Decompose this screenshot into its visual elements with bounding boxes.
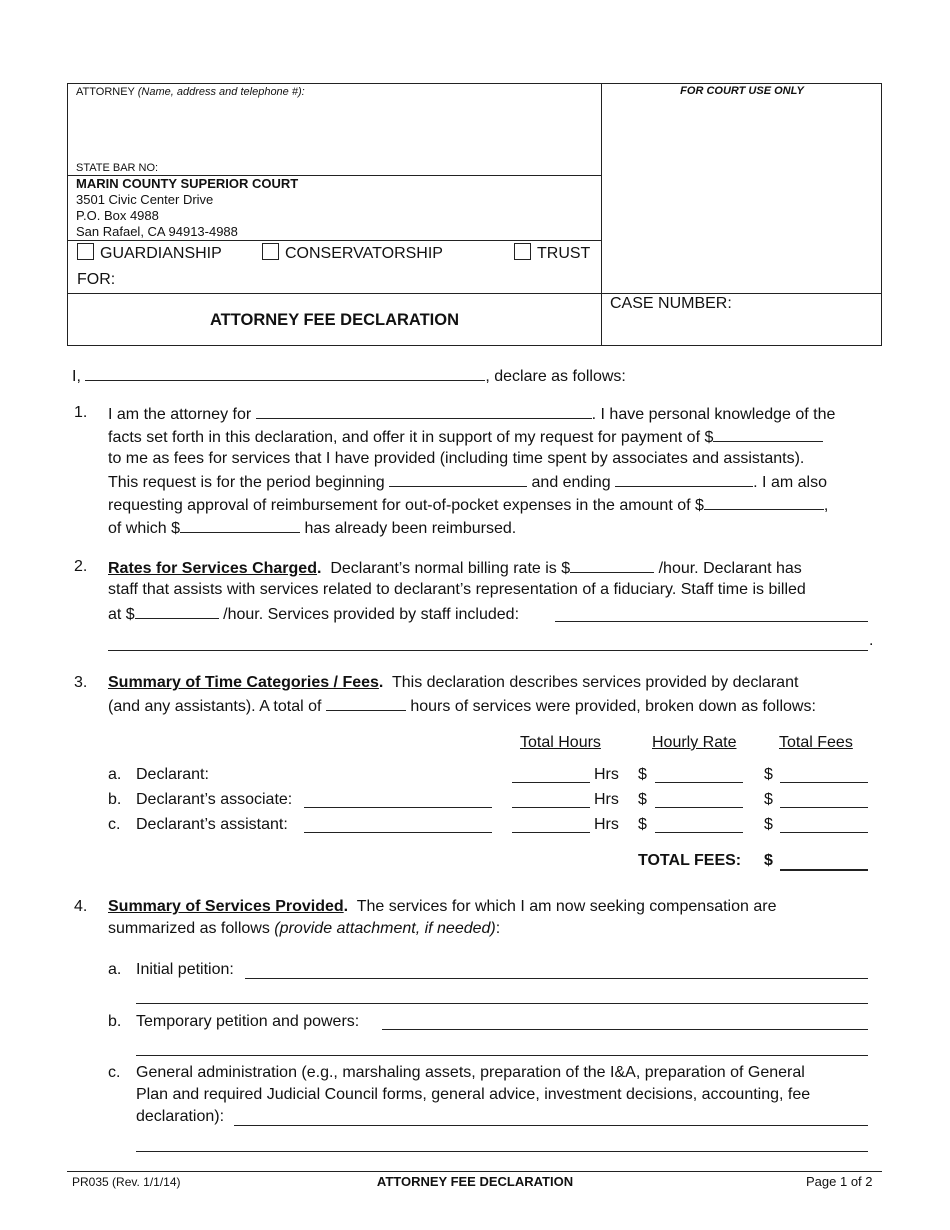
footer-rule xyxy=(67,1171,882,1172)
col-total-hours: Total Hours xyxy=(520,734,601,751)
services-heading: Summary of Services Provided xyxy=(108,898,344,915)
case-number-label: CASE NUMBER: xyxy=(610,295,732,312)
court-address-2: P.O. Box 4988 xyxy=(76,208,159,223)
associate-name-field[interactable] xyxy=(304,807,492,808)
reimbursed-amount-field[interactable] xyxy=(180,518,300,533)
client-name-field[interactable] xyxy=(256,404,592,419)
checkbox-icon[interactable] xyxy=(262,243,279,260)
court-name: MARIN COUNTY SUPERIOR COURT xyxy=(76,176,299,191)
total-fees-field[interactable] xyxy=(780,869,868,871)
row-assistant: Declarant’s assistant: xyxy=(136,816,288,833)
court-use-label: FOR COURT USE ONLY xyxy=(680,85,804,97)
footer-form-id: PR035 (Rev. 1/1/14) xyxy=(72,1175,181,1189)
fee-amount-field[interactable] xyxy=(713,427,823,442)
declarant-fees-field[interactable] xyxy=(780,782,868,783)
assistant-hours-field[interactable] xyxy=(512,832,590,833)
state-bar-label: STATE BAR NO: xyxy=(76,162,159,174)
item1-number: 1. xyxy=(74,404,88,421)
footer-page: Page 1 of 2 xyxy=(806,1174,873,1189)
temporary-petition-field[interactable] xyxy=(382,1029,868,1030)
court-address-1: 3501 Civic Center Drive xyxy=(76,192,214,207)
guardianship-checkbox[interactable]: GUARDIANSHIP xyxy=(77,243,222,263)
staff-rate-field[interactable] xyxy=(135,604,219,619)
general-admin-label: General administration (e.g., marshaling assets, preparation of the I&A, preparation of General xyxy=(136,1064,805,1081)
assistant-fees-field[interactable] xyxy=(780,832,868,833)
declarant-hours-field[interactable] xyxy=(512,782,590,783)
form-title: ATTORNEY FEE DECLARATION xyxy=(209,311,460,329)
billing-rate-field[interactable] xyxy=(570,558,654,573)
caption-box xyxy=(67,83,882,346)
general-admin-field-2[interactable] xyxy=(136,1151,868,1152)
intro-line: I, , declare as follows: xyxy=(72,368,626,385)
col-total-fees: Total Fees xyxy=(779,734,853,751)
period-end-field[interactable] xyxy=(615,472,753,487)
initial-petition-field[interactable] xyxy=(245,978,868,979)
temporary-petition-label: Temporary petition and powers: xyxy=(136,1013,360,1030)
initial-petition-field-2[interactable] xyxy=(136,1003,868,1004)
expense-amount-field[interactable] xyxy=(704,495,824,510)
declarant-name-field[interactable] xyxy=(85,366,485,381)
row-associate: Declarant’s associate: xyxy=(136,791,293,808)
court-address-3: San Rafael, CA 94913-4988 xyxy=(76,224,238,239)
col-hourly-rate: Hourly Rate xyxy=(652,734,737,751)
rates-heading: Rates for Services Charged xyxy=(108,560,317,577)
declarant-rate-field[interactable] xyxy=(655,782,743,783)
associate-fees-field[interactable] xyxy=(780,807,868,808)
row-declarant: Declarant: xyxy=(136,766,209,783)
staff-services-field-2[interactable] xyxy=(108,650,868,651)
staff-services-field[interactable] xyxy=(555,621,868,622)
conservatorship-checkbox[interactable]: CONSERVATORSHIP xyxy=(262,243,443,263)
trust-checkbox[interactable]: TRUST xyxy=(514,243,590,263)
footer-title: ATTORNEY FEE DECLARATION xyxy=(376,1174,574,1189)
initial-petition-label: Initial petition: xyxy=(136,961,234,978)
checkbox-icon[interactable] xyxy=(77,243,94,260)
general-admin-field[interactable] xyxy=(234,1125,868,1126)
assistant-rate-field[interactable] xyxy=(655,832,743,833)
associate-hours-field[interactable] xyxy=(512,807,590,808)
period-begin-field[interactable] xyxy=(389,472,527,487)
attorney-label: ATTORNEY (Name, address and telephone #): xyxy=(76,86,305,98)
total-fees-label: TOTAL FEES: xyxy=(638,852,742,869)
for-label: FOR: xyxy=(77,271,116,288)
caption-divider xyxy=(601,84,602,345)
associate-rate-field[interactable] xyxy=(655,807,743,808)
time-categories-heading: Summary of Time Categories / Fees xyxy=(108,674,379,691)
total-hours-field[interactable] xyxy=(326,696,406,711)
temporary-petition-field-2[interactable] xyxy=(136,1055,868,1056)
assistant-name-field[interactable] xyxy=(304,832,492,833)
checkbox-icon[interactable] xyxy=(514,243,531,260)
